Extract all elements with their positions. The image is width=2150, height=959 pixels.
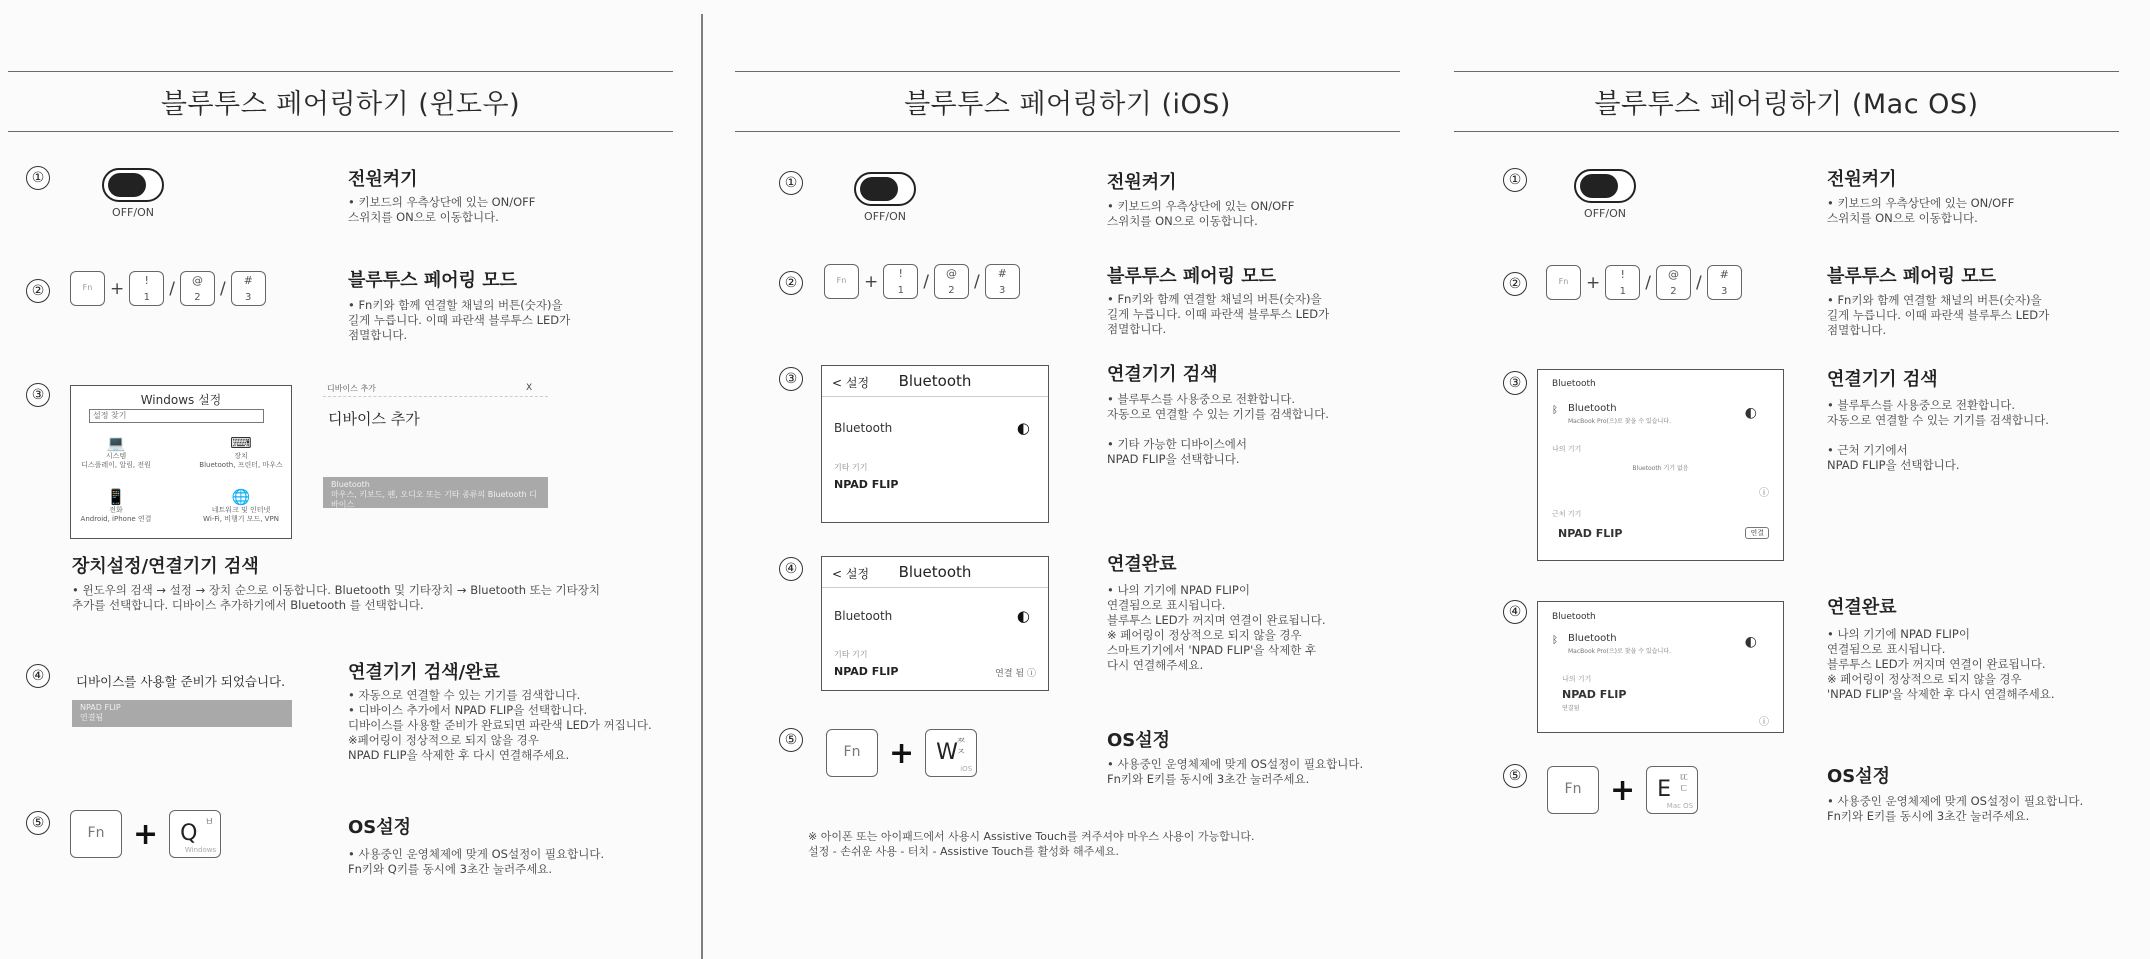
- bluetooth-row: Bluetooth: [1568, 633, 1617, 644]
- mac-column: [1440, 0, 2150, 959]
- power-switch: [1565, 169, 1645, 220]
- key-2: @ 2: [180, 271, 215, 306]
- step-description: • 사용중인 운영체제에 맞게 OS설정이 필요합니다. Fn키와 E키를 동시에 3초간 눌러주세요.: [1107, 757, 1364, 786]
- fn-key: Fn: [826, 729, 878, 777]
- step-number: ①: [779, 171, 803, 195]
- page-fold: [701, 14, 703, 959]
- step-heading: 연결기기 검색/완료: [348, 662, 500, 683]
- ios-connected-panel: [821, 556, 1049, 691]
- step-description: • 사용중인 운영체제에 맞게 OS설정이 필요합니다. Fn키와 E키를 동시에 3초간 눌러주세요.: [1827, 794, 2084, 823]
- system-tile: 💻 시스템 디스플레이, 알림, 전원: [61, 434, 171, 470]
- network-tile: 🌐 네트워크 및 인터넷 Wi-Fi, 비행기 모드, VPN: [186, 488, 296, 524]
- step-heading: OS설정: [1827, 766, 1891, 787]
- step-heading: 연결기기 검색: [1827, 369, 1938, 390]
- phone-icon: 📱: [106, 488, 126, 506]
- step-heading: 연결완료: [1107, 554, 1177, 575]
- device-item: NPAD FLIP: [834, 478, 899, 491]
- step-number: ③: [779, 367, 803, 391]
- page-title: 블루투스 페어링하기 (Mac OS): [1594, 89, 1979, 120]
- globe-icon: 🌐: [231, 488, 251, 506]
- device-item: NPAD FLIP: [1562, 688, 1627, 701]
- close-icon: X: [526, 383, 533, 393]
- device-item: NPAD FLIP: [1558, 527, 1623, 540]
- ready-text: 디바이스를 사용할 준비가 되었습니다.: [76, 674, 286, 689]
- nearby-label: 근처 기기: [1552, 510, 1582, 518]
- key-1: ! 1: [1605, 265, 1640, 300]
- step-description: • 키보드의 우측상단에 있는 ON/OFF 스위치를 ON으로 이동합니다.: [348, 195, 536, 224]
- step-heading: OS설정: [1107, 730, 1171, 751]
- key-1: ! 1: [883, 264, 918, 299]
- key-1: ! 1: [129, 271, 164, 306]
- step-number: ②: [26, 279, 50, 303]
- laptop-icon: 💻: [106, 434, 126, 452]
- step-description: • 키보드의 우측상단에 있는 ON/OFF 스위치를 ON으로 이동합니다.: [1107, 199, 1295, 228]
- toggle-label: OFF/ON: [864, 210, 906, 223]
- no-devices-label: Bluetooth 기기 없음: [1632, 465, 1689, 472]
- back-link: < 설정: [832, 376, 870, 390]
- footnote: ※ 아이폰 또는 아이패드에서 사용시 Assistive Touch를 켜주셔야 마우스 사용이 가능합니다. 설정 - 손쉬운 사용 - 터치 - Assistive Touch를 활성화 해주세요.: [808, 830, 1255, 858]
- step-description: • Fn키와 함께 연결할 채널의 버튼(숫자)을 길게 누릅니다. 이때 파란색 블루투스 LED가 점멸합니다.: [1827, 293, 2050, 337]
- keyboard-icon: ⌨: [230, 434, 252, 452]
- step-description: • 나의 기기에 NPAD FLIP이 연결됨으로 표시됩니다. 블루투스 LED가 꺼지며 연결이 완료됩니다. ※ 페어링이 정상적으로 되지 않을 경우 'NPAD FLIP'을 삭제한 후 다시 연결해주세요.: [1827, 627, 2055, 701]
- key-3: # 3: [985, 264, 1020, 299]
- connect-button[interactable]: 연결: [1745, 527, 1769, 539]
- device-tile: ⌨ 장치 Bluetooth, 프린터, 마우스: [186, 434, 296, 470]
- fn-key: Fn: [70, 271, 105, 306]
- add-device-header: 디바이스 추가 X: [323, 383, 548, 397]
- step-heading: 블루투스 페어링 모드: [1107, 266, 1277, 287]
- step-number: ④: [1503, 600, 1527, 624]
- bluetooth-sub: MacBook Pro(으)로 찾을 수 있습니다.: [1568, 648, 1671, 655]
- q-key: Q ㅂ Windows: [169, 810, 221, 858]
- os-key-combo: Fn + E ㄸ ㄷ Mac OS: [1547, 766, 1698, 814]
- toggle-icon: ◐: [1016, 607, 1030, 625]
- settings-title: Windows 설정: [140, 393, 222, 407]
- toggle-icon: ◐: [1744, 405, 1757, 421]
- step-heading: OS설정: [348, 817, 412, 838]
- os-key-combo: Fn + Q ㅂ Windows: [70, 810, 221, 858]
- step-description: • Fn키와 함께 연결할 채널의 버튼(숫자)을 길게 누릅니다. 이때 파란색 블루투스 LED가 점멸합니다.: [348, 298, 571, 342]
- top-rule: [1454, 71, 2119, 72]
- add-device-title: 디바이스 추가: [328, 410, 420, 428]
- pairing-key-combo: Fn + ! 1 / @ 2 / # 3: [1546, 265, 1742, 300]
- step-heading: 연결기기 검색: [1107, 364, 1218, 385]
- mac-connected-panel: [1537, 601, 1784, 733]
- step-number: ③: [26, 383, 50, 407]
- fn-key: Fn: [70, 810, 122, 858]
- add-device-dialog: [323, 383, 548, 509]
- top-rule: [735, 71, 1400, 72]
- key-2: @ 2: [1656, 265, 1691, 300]
- my-devices-label: 나의 기기: [1552, 445, 1582, 453]
- ios-bluetooth-panel: [821, 365, 1049, 523]
- other-devices-label: 기타 기기: [834, 650, 868, 659]
- step-heading: 블루투스 페어링 모드: [1827, 266, 1997, 287]
- help-icon: ⓘ: [1759, 717, 1769, 728]
- step-description: • 윈도우의 검색 → 설정 → 장치 순으로 이동합니다. Bluetooth 및 기타장치 → Bluetooth 또는 기타장치 추가를 선택합니다. 디바이스 추가하기에서 Bluetooth 를 선택합니다.: [72, 583, 600, 612]
- device-status: 연결 됨 ⓘ: [995, 669, 1036, 679]
- step-number: ⑤: [779, 728, 803, 752]
- device-bar: NPAD FLIP 연결됨: [72, 700, 292, 727]
- step-number: ④: [26, 664, 50, 688]
- step-number: ①: [26, 166, 50, 190]
- panel-title: Bluetooth: [1552, 379, 1596, 389]
- step-description: • 블루투스를 사용중으로 전환합니다. 자동으로 연결할 수 있는 기기를 검색합니다. • 기타 가능한 디바이스에서 NPAD FLIP을 선택합니다.: [1107, 392, 1329, 466]
- windows-column: [0, 0, 700, 959]
- device-item: NPAD FLIP: [834, 665, 899, 678]
- key-3: # 3: [231, 271, 266, 306]
- step-description: • 자동으로 연결할 수 있는 기기를 검색합니다. • 디바이스 추가에서 NPAD FLIP을 선택합니다. 디바이스를 사용할 준비가 완료되면 파란색 LED가 꺼집니다. ※페어링이 정상적으로 되지 않을 경우 NPAD FLIP을 삭제한 후 다시 연결해주세요.: [348, 688, 652, 762]
- step-number: ④: [779, 557, 803, 581]
- bluetooth-row: Bluetooth: [834, 609, 893, 623]
- toggle-icon: ◐: [1744, 634, 1757, 650]
- os-key-combo: Fn + W ㅉ ㅈ iOS: [826, 729, 977, 777]
- step-number: ①: [1503, 168, 1527, 192]
- toggle-icon: [854, 172, 916, 206]
- toggle-icon: [1574, 169, 1636, 203]
- back-link: < 설정: [832, 567, 870, 581]
- fn-key: Fn: [1547, 766, 1599, 814]
- step-heading: 전원켜기: [1107, 172, 1177, 193]
- info-icon: ⓘ: [1026, 669, 1036, 679]
- fn-key: Fn: [1546, 265, 1581, 300]
- toggle-icon: ◐: [1016, 419, 1030, 437]
- step-description: • 나의 기기에 NPAD FLIP이 연결됨으로 표시됩니다. 블루투스 LED가 꺼지며 연결이 완료됩니다. ※ 페어링이 정상적으로 되지 않을 경우 스마트기기에서 'NPAD FLIP'을 삭제한 후 다시 연결해주세요.: [1107, 583, 1326, 672]
- help-icon: ⓘ: [1759, 488, 1769, 499]
- toggle-label: OFF/ON: [112, 206, 154, 219]
- step-description: • 키보드의 우측상단에 있는 ON/OFF 스위치를 ON으로 이동합니다.: [1827, 196, 2015, 225]
- panel-title: Bluetooth: [898, 563, 972, 581]
- step-description: • Fn키와 함께 연결할 채널의 버튼(숫자)을 길게 누릅니다. 이때 파란색 블루투스 LED가 점멸합니다.: [1107, 292, 1330, 336]
- ios-column: [720, 0, 1420, 959]
- bluetooth-row: Bluetooth: [834, 421, 893, 435]
- bluetooth-icon: ᛒ: [1552, 635, 1558, 646]
- step-description: • 사용중인 운영체제에 맞게 OS설정이 필요합니다. Fn키와 Q키를 동시에 3초간 눌러주세요.: [348, 847, 605, 876]
- title-rule: [735, 131, 1400, 132]
- windows-settings-panel: [70, 385, 292, 539]
- step-number: ⑤: [1503, 764, 1527, 788]
- my-devices-label: 나의 기기: [1562, 675, 1592, 683]
- other-devices-label: 기타 기기: [834, 463, 868, 472]
- step-number: ②: [1503, 272, 1527, 296]
- pairing-key-combo: Fn + ! 1 / @ 2 / # 3: [70, 271, 266, 306]
- panel-title: Bluetooth: [1552, 612, 1596, 622]
- step-heading: 블루투스 페어링 모드: [348, 270, 518, 291]
- step-number: ③: [1503, 371, 1527, 395]
- power-switch: [93, 168, 173, 219]
- step-number: ⑤: [26, 811, 50, 835]
- device-status: 연결됨: [1562, 705, 1580, 712]
- fn-key: Fn: [824, 264, 859, 299]
- bluetooth-row: Bluetooth: [1568, 403, 1617, 414]
- step-heading: 연결완료: [1827, 597, 1897, 618]
- step-heading: 전원켜기: [1827, 169, 1897, 190]
- step-heading: 장치설정/연결기기 검색: [72, 556, 259, 577]
- settings-search-input: 설정 찾기: [89, 409, 264, 423]
- bluetooth-sub: MacBook Pro(으)로 찾을 수 있습니다.: [1568, 418, 1671, 425]
- step-heading: 전원켜기: [348, 169, 418, 190]
- step-number: ②: [779, 271, 803, 295]
- toggle-label: OFF/ON: [1584, 207, 1626, 220]
- pairing-key-combo: Fn + ! 1 / @ 2 / # 3: [824, 264, 1020, 299]
- e-key: E ㄸ ㄷ Mac OS: [1646, 766, 1698, 814]
- title-rule: [8, 131, 673, 132]
- power-switch: [845, 172, 925, 223]
- bluetooth-option: Bluetooth 마우스, 키보드, 펜, 오디오 또는 기타 종류의 Bluetooth 디바이스: [323, 477, 548, 508]
- panel-title: Bluetooth: [898, 372, 972, 390]
- w-key: W ㅉ ㅈ iOS: [925, 729, 977, 777]
- page-title: 블루투스 페어링하기 (윈도우): [160, 89, 521, 120]
- top-rule: [8, 71, 673, 72]
- toggle-icon: [102, 168, 164, 202]
- page-title: 블루투스 페어링하기 (iOS): [904, 89, 1231, 120]
- key-2: @ 2: [934, 264, 969, 299]
- mac-bluetooth-panel: [1537, 369, 1784, 561]
- key-3: # 3: [1707, 265, 1742, 300]
- bluetooth-icon: ᛒ: [1552, 405, 1558, 416]
- title-rule: [1454, 131, 2119, 132]
- step-description: • 블루투스를 사용중으로 전환합니다. 자동으로 연결할 수 있는 기기를 검색합니다. • 근처 기기에서 NPAD FLIP을 선택합니다.: [1827, 398, 2049, 472]
- phone-tile: 📱 전화 Android, iPhone 연결: [61, 488, 171, 524]
